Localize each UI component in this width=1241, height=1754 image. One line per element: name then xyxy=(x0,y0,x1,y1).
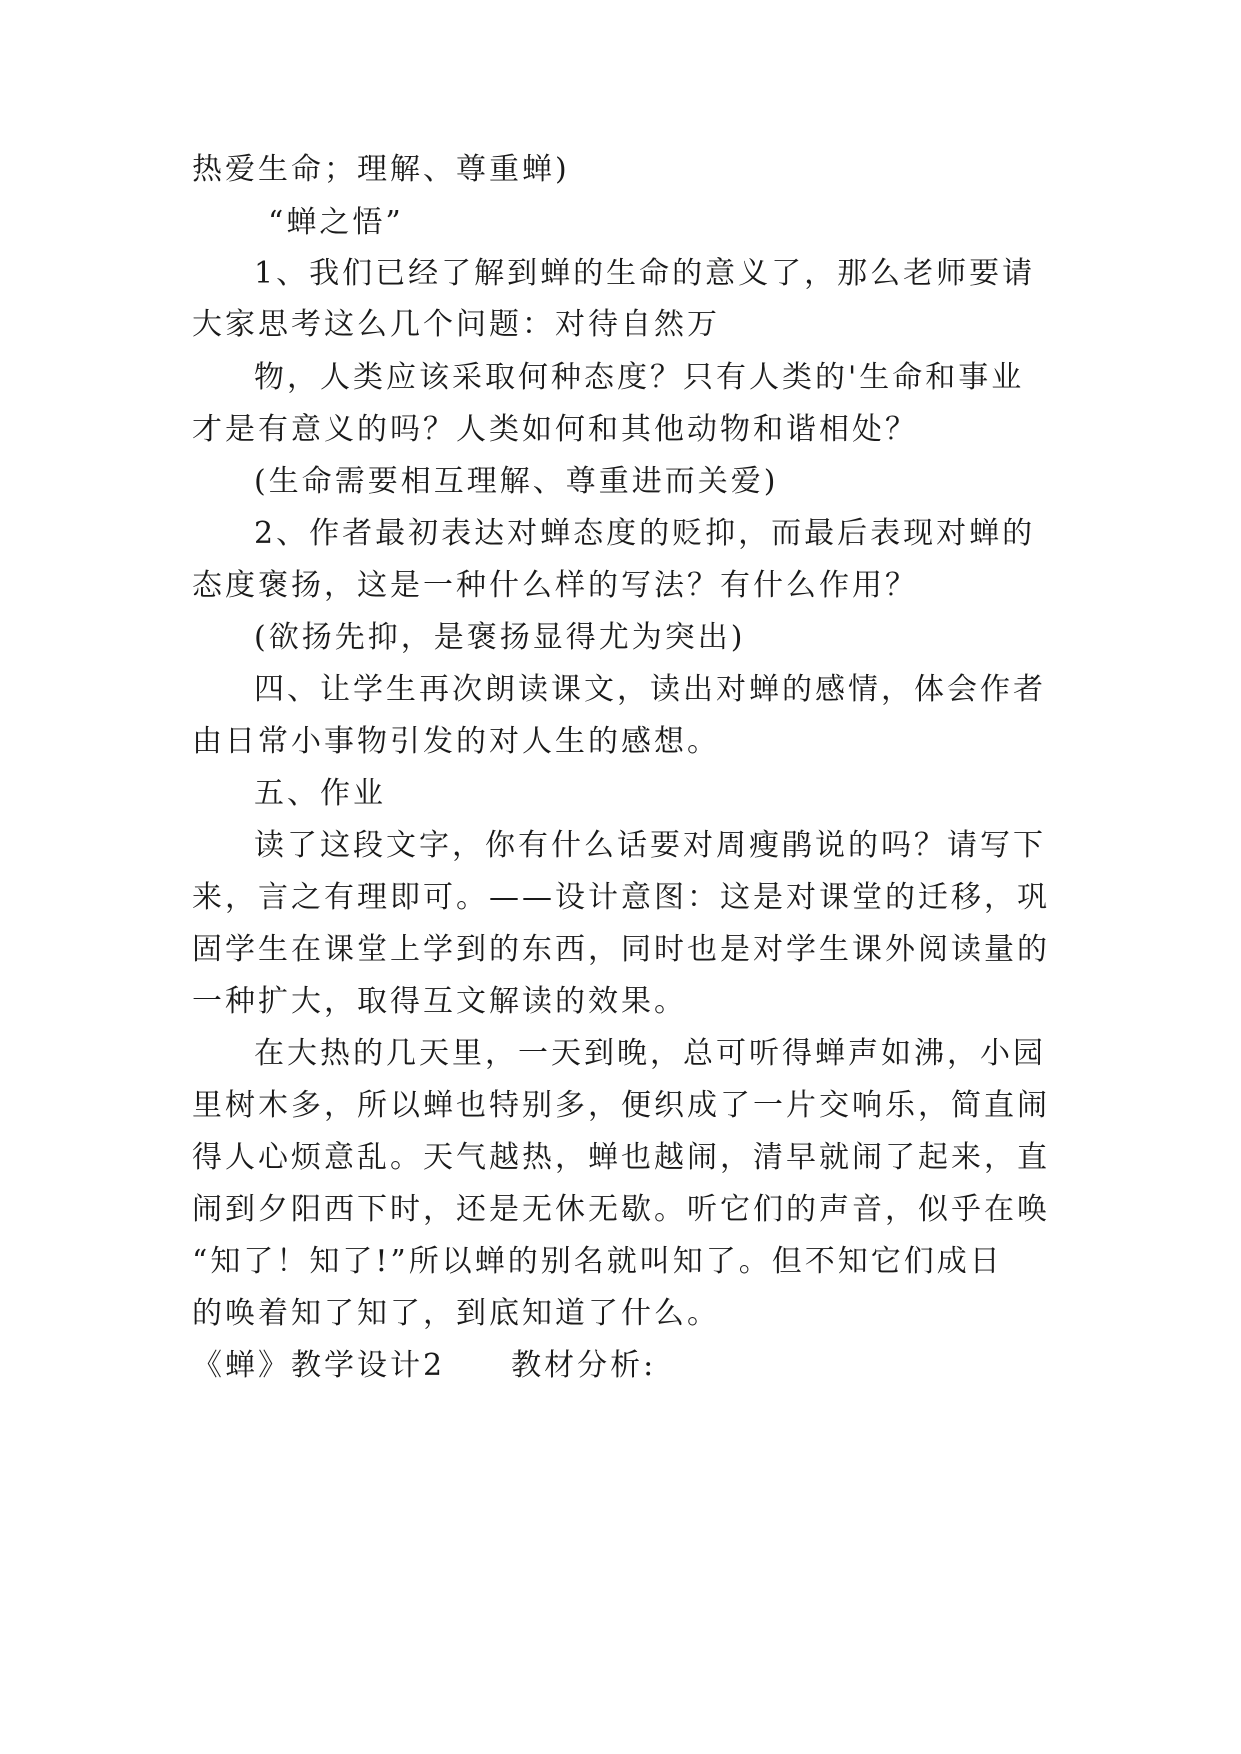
paragraph-line: 才是有意义的吗？人类如何和其他动物和谐相处？ xyxy=(192,412,918,447)
section-heading: “蝉之悟” xyxy=(268,205,404,240)
paragraph-line: 热爱生命；理解、尊重蝉) xyxy=(192,152,570,187)
paragraph-line: 物，人类应该采取何种态度？只有人类的'生命和事业 xyxy=(254,360,1025,395)
paragraph-line: 1、我们已经了解到蝉的生命的意义了，那么老师要请 xyxy=(254,256,1036,291)
paragraph-line: (欲扬先抑，是褒扬显得尤为突出) xyxy=(254,620,746,655)
paragraph-line: 由日常小事物引发的对人生的感想。 xyxy=(192,724,720,759)
paragraph-line: 一种扩大，取得互文解读的效果。 xyxy=(192,984,687,1019)
paragraph-line: 得人心烦意乱。天气越热，蝉也越闹，清早就闹了起来，直 xyxy=(192,1140,1050,1175)
paragraph-line: 四、让学生再次朗读课文，读出对蝉的感情，体会作者 xyxy=(254,672,1046,707)
paragraph-line: 态度褒扬，这是一种什么样的写法？有什么作用？ xyxy=(192,568,918,603)
paragraph-line: 里树木多，所以蝉也特别多，便织成了一片交响乐，简直闹 xyxy=(192,1088,1050,1123)
section-heading: 五、作业 xyxy=(254,776,386,811)
paragraph-line: (生命需要相互理解、尊重进而关爱) xyxy=(254,464,779,499)
paragraph-line: 闹到夕阳西下时，还是无休无歇。听它们的声音，似乎在唤 xyxy=(192,1192,1050,1227)
paragraph-line: 固学生在课堂上学到的东西，同时也是对学生课外阅读量的 xyxy=(192,932,1050,967)
paragraph-line: 的唤着知了知了，到底知道了什么。 xyxy=(192,1296,720,1331)
paragraph-line: 在大热的几天里，一天到晚，总可听得蝉声如沸，小园 xyxy=(254,1036,1046,1071)
document-title-line: 《蝉》教学设计2 教材分析: xyxy=(192,1348,657,1383)
paragraph-line: 读了这段文字，你有什么话要对周瘦鹃说的吗？请写下 xyxy=(254,828,1046,863)
paragraph-line: 2、作者最初表达对蝉态度的贬抑，而最后表现对蝉的 xyxy=(254,516,1036,551)
paragraph-line: 大家思考这么几个问题：对待自然万 xyxy=(192,307,720,342)
paragraph-line: “知了！知了!”所以蝉的别名就叫知了。但不知它们成日 xyxy=(192,1244,1003,1279)
paragraph-line: 来，言之有理即可。——设计意图：这是对课堂的迁移，巩 xyxy=(192,880,1050,915)
